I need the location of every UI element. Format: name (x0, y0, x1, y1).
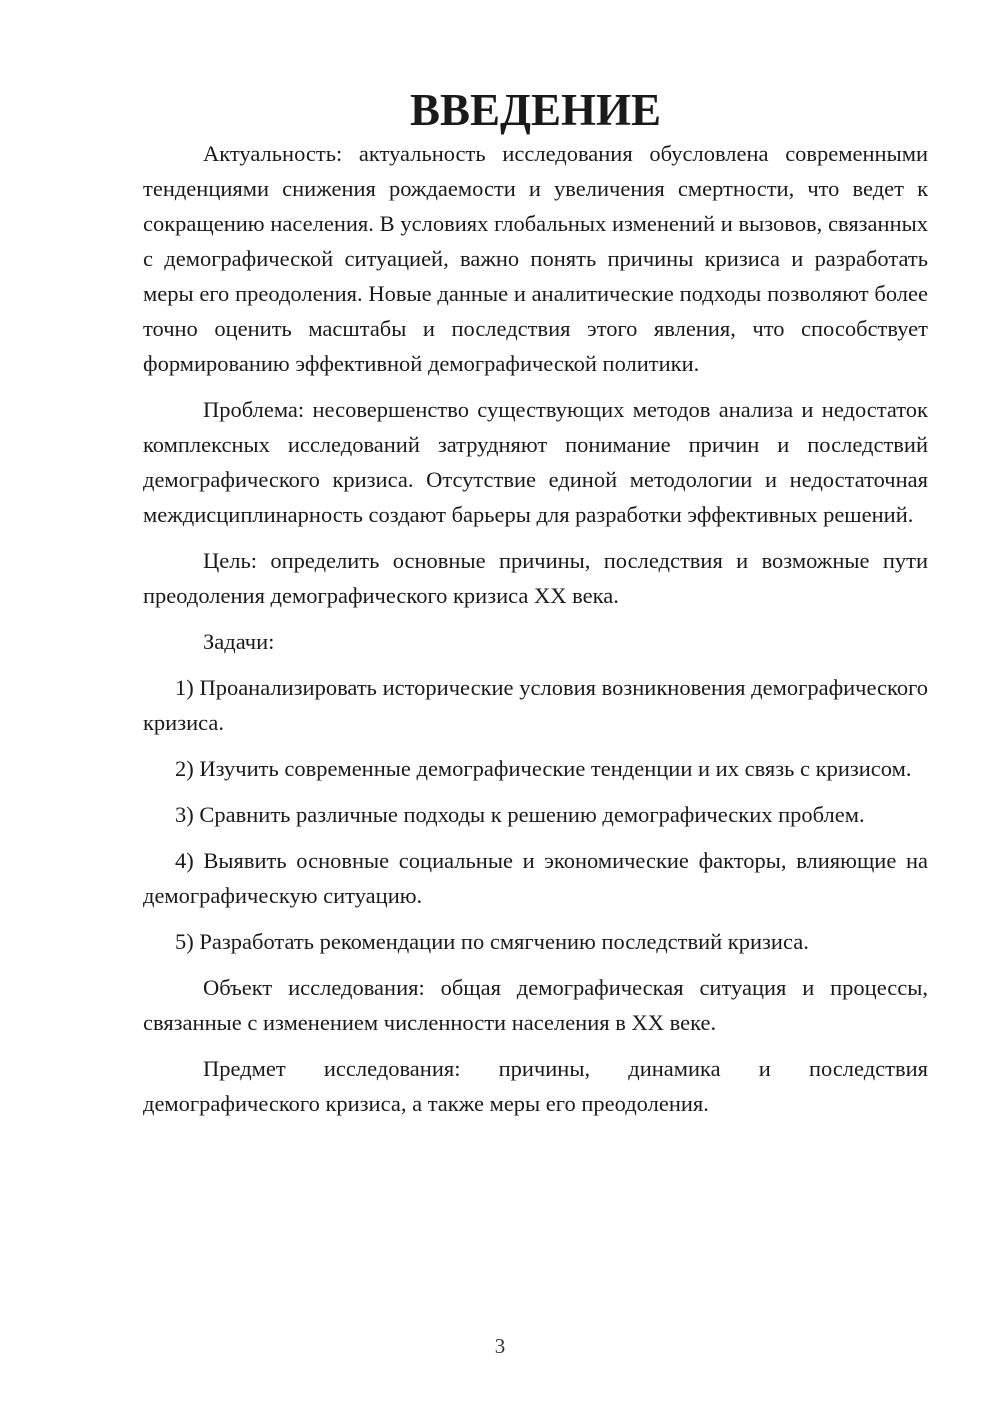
paragraph-relevance: Актуальность: актуальность исследования обусловлена современными тенденциями снижения рождаемости и увеличения смертности, что ведет к сокращению населения. В условиях глобальных изменений и вызовов, связанных с демографической ситуацией, важно понять причины кризиса и разработать меры его преодоления. Новые данные и аналитические подходы позволяют более точно оценить масштабы и последствия этого явления, что способствует формированию эффективной демографической политики. (143, 141, 928, 376)
page-number: 3 (494, 1334, 506, 1358)
page-content (143, 85, 928, 1121)
paragraph-goal: Цель: определить основные причины, последствия и возможные пути преодоления демографического кризиса XX века. (143, 548, 928, 608)
task-item-5: 5) Разработать рекомендации по смягчению последствий кризиса. (175, 929, 809, 954)
task-item-4: 4) Выявить основные социальные и экономические факторы, влияющие на демографическую ситуацию. (143, 848, 928, 908)
task-item-3: 3) Сравнить различные подходы к решению демографических проблем. (175, 802, 865, 827)
task-item-1: 1) Проанализировать исторические условия возникновения демографического кризиса. (143, 675, 928, 735)
page-title: ВВЕДЕНИЕ (409, 85, 662, 135)
paragraph-subject: Предмет исследования: причины, динамика и последствия демографического кризиса, а также меры его преодоления. (143, 1056, 928, 1116)
tasks-heading: Задачи: (203, 629, 275, 654)
paragraph-problem: Проблема: несовершенство существующих методов анализа и недостаток комплексных исследований затрудняют понимание причин и последствий демографического кризиса. Отсутствие единой методологии и недостаточная междисциплинарность создают барьеры для разработки эффективных решений. (143, 397, 928, 527)
paragraph-object: Объект исследования: общая демографическая ситуация и процессы, связанные с изменением численности населения в XX веке. (143, 975, 928, 1035)
task-item-2: 2) Изучить современные демографические тенденции и их связь с кризисом. (175, 756, 912, 781)
